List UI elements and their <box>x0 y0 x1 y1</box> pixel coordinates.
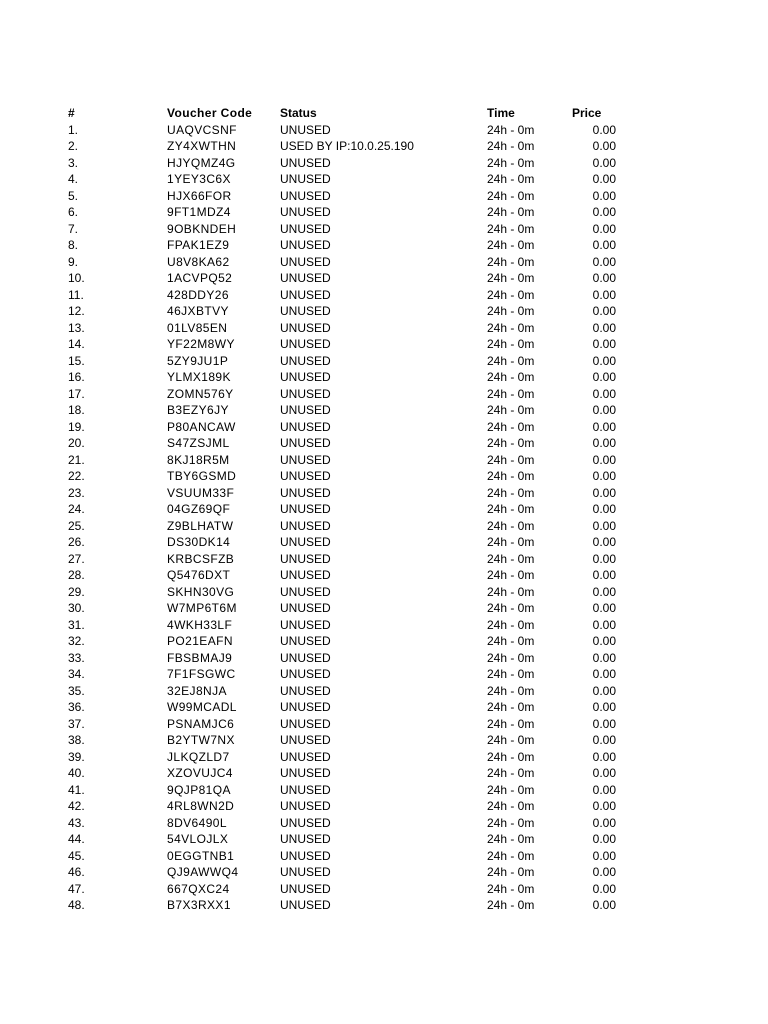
row-number: 7. <box>68 221 79 236</box>
voucher-code: KRBCSFZB <box>167 551 235 566</box>
voucher-time: 24h - 0m <box>487 452 535 467</box>
table-row <box>0 320 768 337</box>
voucher-code: 9QJP81QA <box>167 782 231 797</box>
voucher-status: UNUSED <box>280 287 331 302</box>
table-row <box>0 782 768 799</box>
voucher-time: 24h - 0m <box>487 271 535 285</box>
voucher-status: UNUSED <box>280 584 331 599</box>
voucher-status: UNUSED <box>280 535 331 549</box>
voucher-status: UNUSED <box>280 832 331 846</box>
voucher-price: 0.00 <box>592 469 616 483</box>
voucher-status: UNUSED <box>280 683 331 698</box>
voucher-status: UNUSED <box>280 700 331 714</box>
header-status: Status <box>280 106 317 120</box>
voucher-time: 24h - 0m <box>487 205 535 219</box>
voucher-status: UNUSED <box>280 848 331 863</box>
voucher-time: 24h - 0m <box>487 221 535 236</box>
row-number: 36. <box>68 700 85 714</box>
voucher-code: 8KJ18R5M <box>167 452 230 467</box>
voucher-code: P80ANCAW <box>167 419 236 434</box>
voucher-price: 0.00 <box>592 205 616 219</box>
voucher-status: UNUSED <box>280 898 331 912</box>
voucher-time: 24h - 0m <box>487 617 535 632</box>
voucher-time: 24h - 0m <box>487 799 535 813</box>
voucher-code: FBSBMAJ9 <box>167 650 233 665</box>
voucher-time: 24h - 0m <box>487 584 535 599</box>
voucher-time: 24h - 0m <box>487 188 535 203</box>
voucher-status: UNUSED <box>280 386 331 401</box>
voucher-time: 24h - 0m <box>487 238 535 252</box>
table-row <box>0 683 768 700</box>
row-number: 28. <box>68 568 85 582</box>
voucher-price: 0.00 <box>592 568 616 582</box>
table-row <box>0 138 768 155</box>
table-row <box>0 237 768 254</box>
voucher-code: 46JXBTVY <box>167 304 229 318</box>
row-number: 48. <box>68 898 85 912</box>
row-number: 21. <box>68 452 85 467</box>
voucher-price: 0.00 <box>592 815 616 830</box>
row-number: 20. <box>68 436 85 450</box>
row-number: 2. <box>68 139 79 153</box>
voucher-code: Q5476DXT <box>167 568 231 582</box>
voucher-time: 24h - 0m <box>487 485 535 500</box>
table-row <box>0 815 768 832</box>
voucher-price: 0.00 <box>592 881 616 896</box>
table-row <box>0 435 768 452</box>
row-number: 23. <box>68 485 85 500</box>
row-number: 6. <box>68 205 79 219</box>
header-time: Time <box>487 106 515 120</box>
voucher-status: UNUSED <box>280 617 331 632</box>
voucher-code: Z9BLHATW <box>167 518 234 533</box>
table-row <box>0 864 768 881</box>
row-number: 33. <box>68 650 85 665</box>
row-number: 8. <box>68 238 79 252</box>
voucher-price: 0.00 <box>592 898 616 912</box>
voucher-code: VSUUM33F <box>167 485 235 500</box>
voucher-status: UNUSED <box>280 419 331 434</box>
table-row <box>0 353 768 370</box>
table-row <box>0 122 768 139</box>
row-number: 24. <box>68 502 85 516</box>
voucher-code: PO21EAFN <box>167 634 233 648</box>
voucher-price: 0.00 <box>592 683 616 698</box>
voucher-price: 0.00 <box>592 634 616 648</box>
voucher-price: 0.00 <box>592 419 616 434</box>
voucher-table <box>0 105 768 914</box>
voucher-price: 0.00 <box>592 601 616 615</box>
voucher-time: 24h - 0m <box>487 848 535 863</box>
table-row <box>0 485 768 502</box>
voucher-status: UNUSED <box>280 469 331 483</box>
row-number: 11. <box>68 287 84 302</box>
voucher-code: 0EGGTNB1 <box>167 848 235 863</box>
voucher-time: 24h - 0m <box>487 304 535 318</box>
voucher-status: UNUSED <box>280 749 331 764</box>
voucher-time: 24h - 0m <box>487 832 535 846</box>
voucher-code: HJYQMZ4G <box>167 155 236 170</box>
row-number: 17. <box>68 386 85 401</box>
table-row <box>0 881 768 898</box>
voucher-price: 0.00 <box>592 485 616 500</box>
voucher-time: 24h - 0m <box>487 568 535 582</box>
voucher-status: UNUSED <box>280 155 331 170</box>
voucher-status: UNUSED <box>280 254 331 269</box>
row-number: 15. <box>68 353 85 368</box>
table-row <box>0 749 768 766</box>
table-row <box>0 716 768 733</box>
voucher-price: 0.00 <box>592 700 616 714</box>
voucher-code: UAQVCSNF <box>167 122 237 137</box>
voucher-code: W7MP6T6M <box>167 601 237 615</box>
table-row <box>0 732 768 749</box>
voucher-time: 24h - 0m <box>487 502 535 516</box>
row-number: 16. <box>68 370 85 384</box>
voucher-code: PSNAMJC6 <box>167 716 235 731</box>
voucher-time: 24h - 0m <box>487 551 535 566</box>
voucher-status: UNUSED <box>280 205 331 219</box>
row-number: 30. <box>68 601 85 615</box>
table-row <box>0 369 768 386</box>
row-number: 31. <box>68 617 85 632</box>
table-row <box>0 221 768 238</box>
row-number: 9. <box>68 254 79 269</box>
table-row <box>0 699 768 716</box>
row-number: 42. <box>68 799 85 813</box>
voucher-status: UNUSED <box>280 502 331 516</box>
row-number: 43. <box>68 815 85 830</box>
voucher-status: UNUSED <box>280 667 331 681</box>
voucher-code: 04GZ69QF <box>167 502 231 516</box>
voucher-price: 0.00 <box>592 518 616 533</box>
voucher-price: 0.00 <box>592 353 616 368</box>
voucher-status: UNUSED <box>280 634 331 648</box>
voucher-code: 5ZY9JU1P <box>167 353 229 368</box>
voucher-price: 0.00 <box>592 287 616 302</box>
voucher-price: 0.00 <box>592 799 616 813</box>
voucher-price: 0.00 <box>592 304 616 318</box>
table-row <box>0 171 768 188</box>
voucher-code: 428DDY26 <box>167 287 229 302</box>
voucher-time: 24h - 0m <box>487 320 535 335</box>
voucher-status: UNUSED <box>280 782 331 797</box>
voucher-time: 24h - 0m <box>487 469 535 483</box>
table-row <box>0 600 768 617</box>
voucher-time: 24h - 0m <box>487 881 535 896</box>
voucher-status: UNUSED <box>280 353 331 368</box>
table-row <box>0 501 768 518</box>
voucher-time: 24h - 0m <box>487 535 535 549</box>
voucher-status: UNUSED <box>280 766 331 780</box>
voucher-status: UNUSED <box>280 518 331 533</box>
voucher-price: 0.00 <box>592 584 616 599</box>
voucher-price: 0.00 <box>592 271 616 285</box>
row-number: 27. <box>68 551 85 566</box>
voucher-price: 0.00 <box>592 865 616 879</box>
voucher-time: 24h - 0m <box>487 353 535 368</box>
row-number: 5. <box>68 188 79 203</box>
table-row <box>0 468 768 485</box>
voucher-time: 24h - 0m <box>487 766 535 780</box>
table-row <box>0 534 768 551</box>
row-number: 39. <box>68 749 85 764</box>
voucher-time: 24h - 0m <box>487 683 535 698</box>
row-number: 29. <box>68 584 85 599</box>
voucher-price: 0.00 <box>592 667 616 681</box>
table-row <box>0 254 768 271</box>
table-row <box>0 567 768 584</box>
row-number: 10. <box>68 271 85 285</box>
voucher-status: UNUSED <box>280 733 331 747</box>
row-number: 37. <box>68 716 85 731</box>
voucher-status: UNUSED <box>280 221 331 236</box>
voucher-status: UNUSED <box>280 337 331 351</box>
voucher-time: 24h - 0m <box>487 749 535 764</box>
voucher-price: 0.00 <box>592 436 616 450</box>
voucher-code: YLMX189K <box>167 370 231 384</box>
voucher-price: 0.00 <box>592 370 616 384</box>
voucher-time: 24h - 0m <box>487 122 535 137</box>
table-row <box>0 551 768 568</box>
voucher-time: 24h - 0m <box>487 337 535 351</box>
voucher-time: 24h - 0m <box>487 716 535 731</box>
voucher-price: 0.00 <box>592 139 616 153</box>
voucher-code: ZOMN576Y <box>167 386 234 401</box>
voucher-time: 24h - 0m <box>487 898 535 912</box>
table-row <box>0 848 768 865</box>
voucher-price: 0.00 <box>592 617 616 632</box>
row-number: 13. <box>68 320 85 335</box>
voucher-code: DS30DK14 <box>167 535 231 549</box>
table-row <box>0 650 768 667</box>
header-price: Price <box>572 106 602 120</box>
table-row <box>0 765 768 782</box>
voucher-code: 7F1FSGWC <box>167 667 236 681</box>
voucher-code: 54VLOJLX <box>167 832 229 846</box>
table-row <box>0 633 768 650</box>
row-number: 34. <box>68 667 85 681</box>
voucher-status: UNUSED <box>280 601 331 615</box>
voucher-code: 4WKH33LF <box>167 617 233 632</box>
row-number: 47. <box>68 881 85 896</box>
row-number: 40. <box>68 766 85 780</box>
table-row <box>0 897 768 914</box>
voucher-status: UNUSED <box>280 485 331 500</box>
voucher-time: 24h - 0m <box>487 370 535 384</box>
voucher-code: 9OBKNDEH <box>167 221 237 236</box>
voucher-status: UNUSED <box>280 568 331 582</box>
voucher-time: 24h - 0m <box>487 386 535 401</box>
voucher-price: 0.00 <box>592 749 616 764</box>
row-number: 12. <box>68 304 85 318</box>
row-number: 25. <box>68 518 85 533</box>
voucher-price: 0.00 <box>592 320 616 335</box>
voucher-code: FPAK1EZ9 <box>167 238 230 252</box>
voucher-price: 0.00 <box>592 403 616 417</box>
voucher-status: UNUSED <box>280 238 331 252</box>
row-number: 46. <box>68 865 85 879</box>
voucher-status: UNUSED <box>280 650 331 665</box>
row-number: 18. <box>68 403 85 417</box>
voucher-status: UNUSED <box>280 304 331 318</box>
voucher-price: 0.00 <box>592 832 616 846</box>
voucher-code: 9FT1MDZ4 <box>167 205 231 219</box>
voucher-status: UNUSED <box>280 436 331 450</box>
voucher-price: 0.00 <box>592 221 616 236</box>
voucher-price: 0.00 <box>592 155 616 170</box>
table-row <box>0 303 768 320</box>
voucher-price: 0.00 <box>592 716 616 731</box>
row-number: 38. <box>68 733 85 747</box>
table-row <box>0 419 768 436</box>
table-row <box>0 798 768 815</box>
voucher-code: TBY6GSMD <box>167 469 237 483</box>
voucher-price: 0.00 <box>592 782 616 797</box>
voucher-code: JLKQZLD7 <box>167 749 230 764</box>
voucher-status: UNUSED <box>280 403 331 417</box>
row-number: 3. <box>68 155 79 170</box>
table-row <box>0 386 768 403</box>
voucher-code: B3EZY6JY <box>167 403 229 417</box>
voucher-time: 24h - 0m <box>487 287 535 302</box>
voucher-status: UNUSED <box>280 716 331 731</box>
voucher-code: U8V8KA62 <box>167 254 230 269</box>
row-number: 32. <box>68 634 85 648</box>
voucher-price: 0.00 <box>592 766 616 780</box>
voucher-price: 0.00 <box>592 337 616 351</box>
voucher-code: 1ACVPQ52 <box>167 271 233 285</box>
header-voucher-code: Voucher Code <box>167 106 253 120</box>
voucher-price: 0.00 <box>592 452 616 467</box>
voucher-code: HJX66FOR <box>167 188 232 203</box>
row-number: 41. <box>68 782 85 797</box>
row-number: 35. <box>68 683 85 698</box>
voucher-price: 0.00 <box>592 502 616 516</box>
table-row <box>0 831 768 848</box>
voucher-code: XZOVUJC4 <box>167 766 233 780</box>
voucher-time: 24h - 0m <box>487 601 535 615</box>
voucher-time: 24h - 0m <box>487 436 535 450</box>
voucher-price: 0.00 <box>592 551 616 566</box>
voucher-time: 24h - 0m <box>487 667 535 681</box>
table-row <box>0 518 768 535</box>
table-row <box>0 287 768 304</box>
voucher-status: UNUSED <box>280 188 331 203</box>
voucher-status: USED BY IP:10.0.25.190 <box>280 139 414 153</box>
voucher-time: 24h - 0m <box>487 650 535 665</box>
table-row <box>0 336 768 353</box>
voucher-price: 0.00 <box>592 122 616 137</box>
voucher-code: S47ZSJML <box>167 436 230 450</box>
voucher-time: 24h - 0m <box>487 172 535 186</box>
voucher-code: W99MCADL <box>167 700 237 714</box>
header-number: # <box>68 106 75 120</box>
voucher-time: 24h - 0m <box>487 865 535 879</box>
voucher-code: 32EJ8NJA <box>167 683 227 698</box>
voucher-code: SKHN30VG <box>167 584 235 599</box>
voucher-code: 4RL8WN2D <box>167 799 235 813</box>
table-row <box>0 270 768 287</box>
voucher-status: UNUSED <box>280 452 331 467</box>
voucher-code: 1YEY3C6X <box>167 172 231 186</box>
voucher-code: 01LV85EN <box>167 320 228 335</box>
table-row <box>0 402 768 419</box>
voucher-time: 24h - 0m <box>487 403 535 417</box>
voucher-time: 24h - 0m <box>487 518 535 533</box>
voucher-code: QJ9AWWQ4 <box>167 865 239 879</box>
voucher-status: UNUSED <box>280 799 331 813</box>
voucher-code: B7X3RXX1 <box>167 898 231 912</box>
voucher-code: ZY4XWTHN <box>167 139 237 153</box>
row-number: 14. <box>68 337 85 351</box>
voucher-status: UNUSED <box>280 320 331 335</box>
table-row <box>0 617 768 634</box>
voucher-price: 0.00 <box>592 535 616 549</box>
voucher-status: UNUSED <box>280 370 331 384</box>
voucher-code: 667QXC24 <box>167 881 230 896</box>
row-number: 4. <box>68 172 79 186</box>
voucher-price: 0.00 <box>592 386 616 401</box>
voucher-status: UNUSED <box>280 551 331 566</box>
voucher-status: UNUSED <box>280 815 331 830</box>
voucher-time: 24h - 0m <box>487 700 535 714</box>
voucher-status: UNUSED <box>280 865 331 879</box>
voucher-time: 24h - 0m <box>487 634 535 648</box>
voucher-price: 0.00 <box>592 733 616 747</box>
table-row <box>0 204 768 221</box>
table-row <box>0 666 768 683</box>
row-number: 45. <box>68 848 85 863</box>
table-row <box>0 584 768 601</box>
voucher-time: 24h - 0m <box>487 139 535 153</box>
voucher-time: 24h - 0m <box>487 815 535 830</box>
voucher-price: 0.00 <box>592 254 616 269</box>
voucher-price: 0.00 <box>592 650 616 665</box>
table-header <box>0 105 768 122</box>
row-number: 19. <box>68 419 85 434</box>
table-body <box>0 122 768 914</box>
row-number: 1. <box>68 122 79 137</box>
voucher-code: B2YTW7NX <box>167 733 235 747</box>
row-number: 22. <box>68 469 85 483</box>
table-row <box>0 155 768 172</box>
voucher-time: 24h - 0m <box>487 782 535 797</box>
table-row <box>0 188 768 205</box>
row-number: 44. <box>68 832 85 846</box>
voucher-price: 0.00 <box>592 172 616 186</box>
voucher-status: UNUSED <box>280 271 331 285</box>
voucher-code: 8DV6490L <box>167 815 227 830</box>
table-row <box>0 452 768 469</box>
voucher-status: UNUSED <box>280 881 331 896</box>
voucher-price: 0.00 <box>592 848 616 863</box>
voucher-time: 24h - 0m <box>487 155 535 170</box>
voucher-status: UNUSED <box>280 122 331 137</box>
row-number: 26. <box>68 535 85 549</box>
voucher-status: UNUSED <box>280 172 331 186</box>
voucher-code: YF22M8WY <box>167 337 235 351</box>
voucher-time: 24h - 0m <box>487 419 535 434</box>
voucher-price: 0.00 <box>592 188 616 203</box>
voucher-time: 24h - 0m <box>487 733 535 747</box>
voucher-price: 0.00 <box>592 238 616 252</box>
voucher-time: 24h - 0m <box>487 254 535 269</box>
